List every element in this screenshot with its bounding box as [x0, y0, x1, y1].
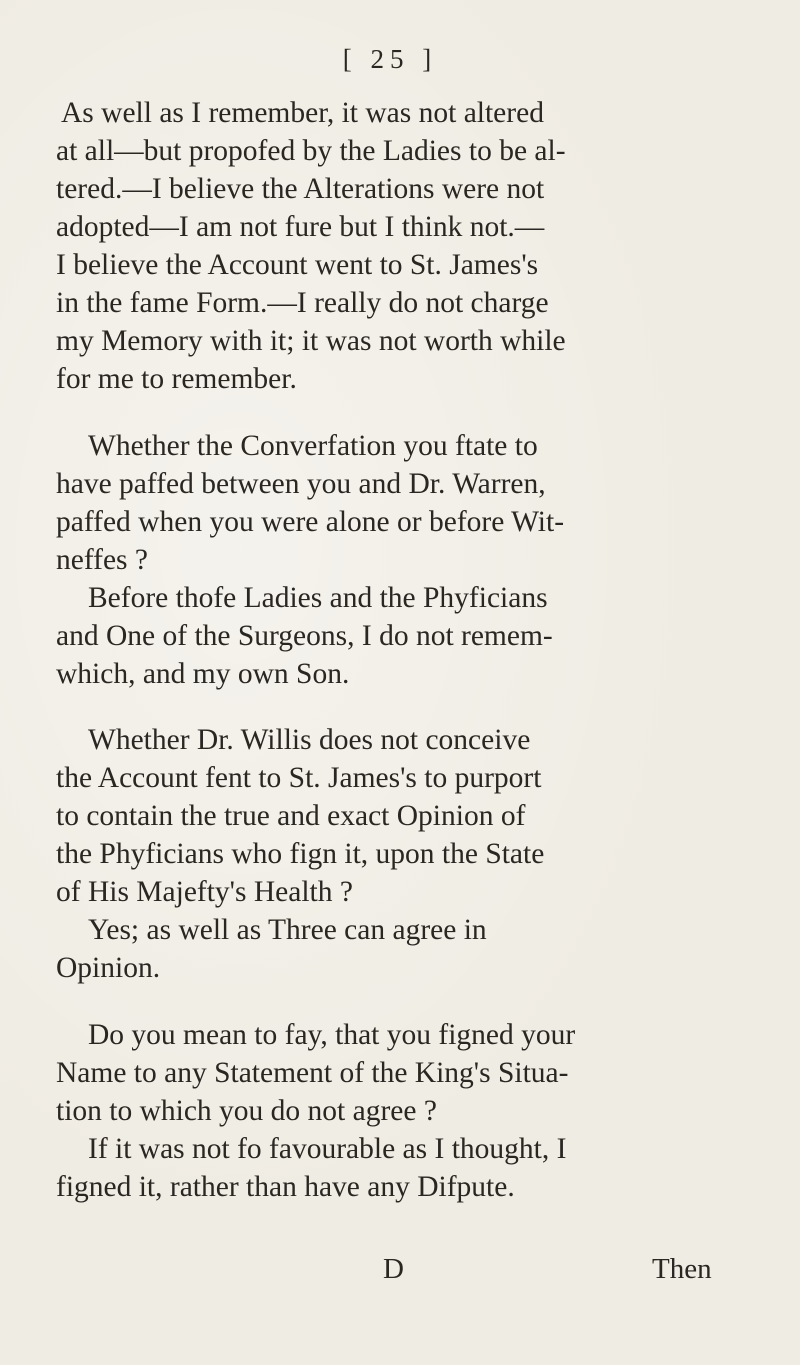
page-number: [ 25 ] [342, 44, 438, 74]
text-line: tered.—I believe the Alterations were not [56, 173, 545, 205]
text-line: adopted—I am not fure but I think not.— [56, 211, 545, 243]
signature-mark: D [383, 1253, 404, 1285]
text-line: neffes ? [56, 544, 149, 576]
text-line: Opinion. [56, 952, 161, 984]
text-line: Do you mean to fay, that you figned your [88, 1019, 576, 1051]
text-line: at all—but propofed by the Ladies to be al- [56, 135, 566, 167]
text-line: the Account fent to St. James's to purport [56, 762, 542, 794]
text-line: I believe the Account went to St. James's [56, 249, 539, 281]
text-line: have paffed between you and Dr. Warren, [56, 468, 546, 500]
text-line: As well as I remember, it was not altered [61, 97, 544, 129]
catchword: Then [652, 1253, 712, 1285]
text-line: which, and my own Son. [56, 658, 350, 690]
text-line: and One of the Surgeons, I do not remem- [56, 620, 553, 652]
text-line: to contain the true and exact Opinion of [56, 800, 526, 832]
text-line: Name to any Statement of the King's Situa- [56, 1057, 569, 1089]
text-line: my Memory with it; it was not worth while [56, 325, 566, 357]
text-line: tion to which you do not agree ? [56, 1095, 437, 1127]
text-line: figned it, rather than have any Difpute. [56, 1171, 515, 1203]
text-line: of His Majefty's Health ? [56, 876, 353, 908]
text-line: for me to remember. [56, 363, 297, 395]
text-line: Whether the Converfation you ftate to [88, 430, 538, 462]
text-line: Before thofe Ladies and the Phyficians [88, 582, 548, 614]
text-line: If it was not fo favourable as I thought, I [88, 1133, 567, 1165]
text-line: Yes; as well as Three can agree in [88, 914, 487, 946]
text-line: the Phyficians who fign it, upon the State [56, 838, 545, 870]
text-line: paffed when you were alone or before Wit- [56, 506, 565, 538]
text-line: in the fame Form.—I really do not charge [56, 287, 549, 319]
text-line: Whether Dr. Willis does not conceive [88, 724, 531, 756]
